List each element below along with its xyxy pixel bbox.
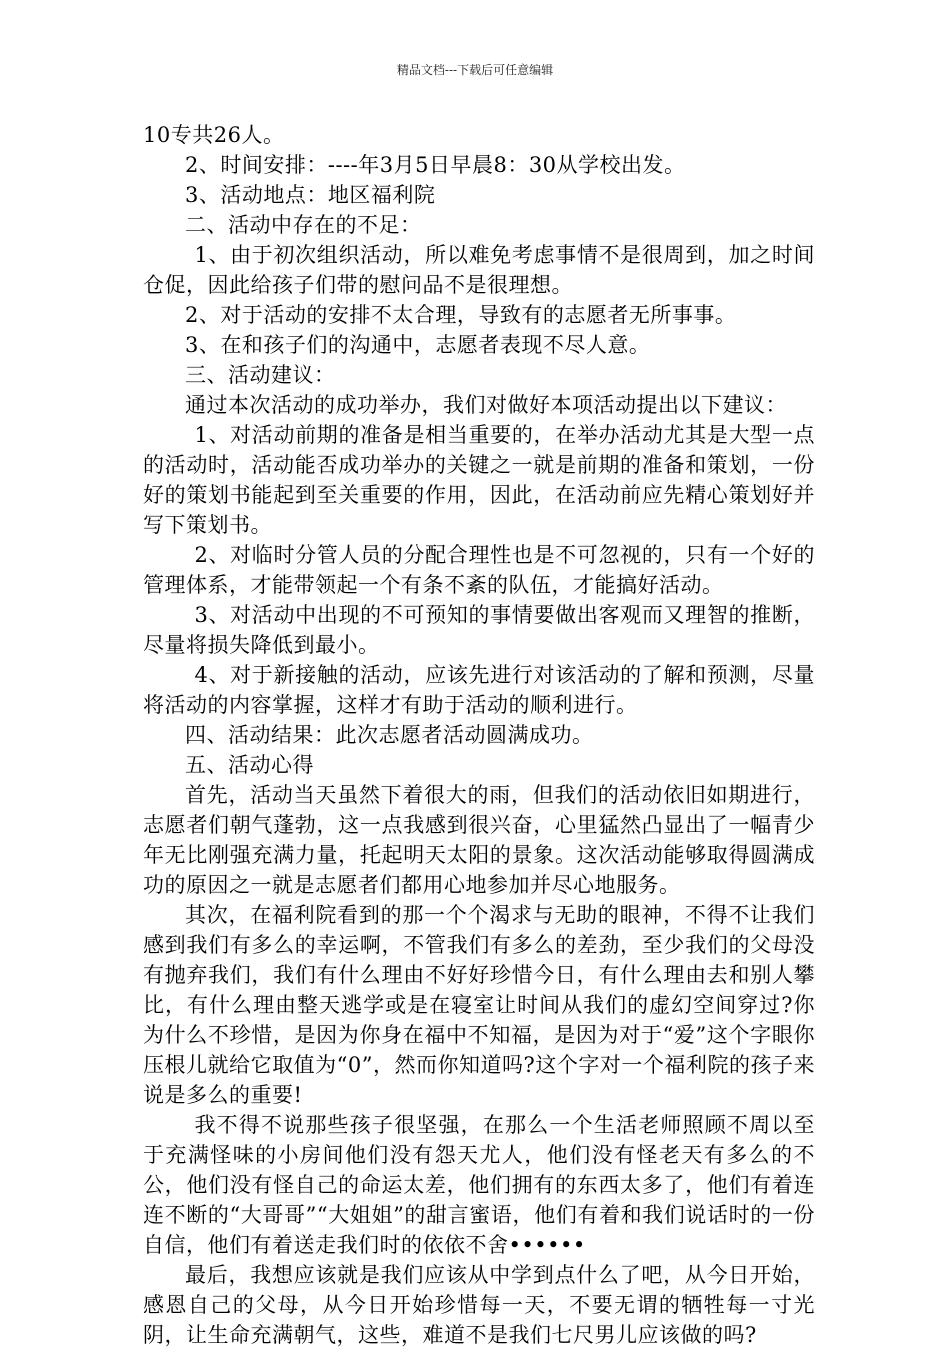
section-heading-suggestions: 三、活动建议： bbox=[185, 363, 336, 387]
paragraph-suggestion-4: 4、对于新接触的活动，应该先进行对该活动的了解和预测，尽量将活动的内容掌握，这样才有助于活动的顺利进行。 bbox=[143, 663, 815, 717]
paragraph-shortcoming-3: 3、在和孩子们的沟通中，志愿者表现不尽人意。 bbox=[185, 333, 651, 357]
paragraph-reflection-last: 最后，我想应该就是我们应该从中学到点什么了吧，从今日开始，感恩自己的父母，从今日开始珍惜每一天，不要无谓的牺牲每一寸光阴，让生命充满朝气，这些，难道不是我们七尺男儿应该做的吗? bbox=[143, 1263, 815, 1347]
section-heading-shortcomings: 二、活动中存在的不足： bbox=[185, 213, 422, 237]
paragraph-shortcoming-2: 2、对于活动的安排不太合理，导致有的志愿者无所事事。 bbox=[185, 303, 737, 327]
section-heading-reflection: 五、活动心得 bbox=[185, 753, 314, 777]
paragraph-location: 3、活动地点：地区福利院 bbox=[185, 183, 436, 207]
paragraph-reflection-second: 其次，在福利院看到的那一个个渴求与无助的眼神，不得不让我们感到我们有多么的幸运啊，不管我们有多么的差劲，至少我们的父母没有抛弃我们，我们有什么理由不好好珍惜今日，有什么理由去和别人攀比，有什么理由整天逃学或是在寝室让时间从我们的虚幻空间穿过?你为什么不珍惜，是因为你身在福中不知福，是因为对于“爱”这个字眼你压根儿就给它取值为“0”，然而你知道吗?这个字对一个福利院的孩子来说是多么的重要! bbox=[143, 903, 815, 1107]
page-header: 精品文档---下载后可任意编辑 bbox=[396, 63, 554, 77]
document-body bbox=[143, 120, 815, 1350]
paragraph-time: 2、时间安排：----年3月5日早晨8：30从学校出发。 bbox=[185, 153, 686, 177]
section-heading-result: 四、活动结果：此次志愿者活动圆满成功。 bbox=[185, 723, 594, 747]
paragraph-participants: 10专共26人。 bbox=[143, 123, 285, 147]
paragraph-reflection-children: 我不得不说那些孩子很坚强，在那么一个生活老师照顾不周以至于充满怪味的小房间他们没有怨天尤人，他们没有怪老天有多么的不公，他们没有怪自己的命运太差，他们拥有的东西太多了，他们有着连连不断的“大哥哥”“大姐姐”的甜言蜜语，他们有着和我们说话时的一份自信，他们有着送走我们时的依依不舍•••••• bbox=[143, 1113, 815, 1257]
paragraph-suggestion-2: 2、对临时分管人员的分配合理性也是不可忽视的，只有一个好的管理体系，才能带领起一个有条不紊的队伍，才能搞好活动。 bbox=[143, 543, 815, 597]
paragraph-suggestion-3: 3、对活动中出现的不可预知的事情要做出客观而又理智的推断，尽量将损失降低到最小。 bbox=[143, 603, 815, 657]
paragraph-reflection-first: 首先，活动当天虽然下着很大的雨，但我们的活动依旧如期进行，志愿者们朝气蓬勃，这一点我感到很兴奋，心里猛然凸显出了一幅青少年无比刚强充满力量，托起明天太阳的景象。这次活动能够取得圆满成功的原因之一就是志愿者们都用心地参加并尽心地服务。 bbox=[143, 783, 815, 897]
paragraph-shortcoming-1: 1、由于初次组织活动，所以难免考虑事情不是很周到，加之时间仓促，因此给孩子们带的慰问品不是很理想。 bbox=[143, 243, 815, 297]
paragraph-suggestions-intro: 通过本次活动的成功举办，我们对做好本项活动提出以下建议： bbox=[185, 393, 787, 417]
paragraph-suggestion-1: 1、对活动前期的准备是相当重要的，在举办活动尤其是大型一点的活动时，活动能否成功举办的关键之一就是前期的准备和策划，一份好的策划书能起到至关重要的作用，因此，在活动前应先精心策划好并写下策划书。 bbox=[143, 423, 815, 537]
